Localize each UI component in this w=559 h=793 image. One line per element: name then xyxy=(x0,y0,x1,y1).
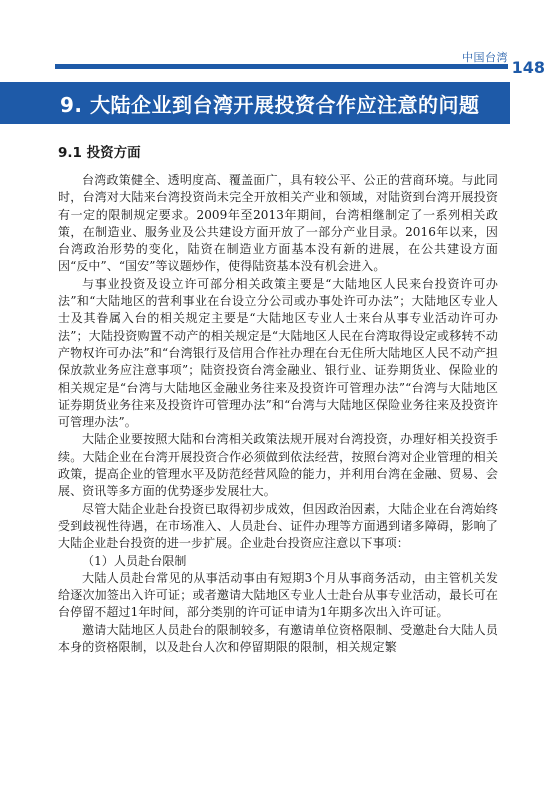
header-rule xyxy=(55,64,508,69)
paragraph: 台湾政策健全、透明度高、覆盖面广，具有较公平、公正的营商环境。与此同时，台湾对大陆来台湾投资尚未完全开放相关产业和领域，对陆资到台湾开展投资有一定的限制规定要求。2009年至2013年期间，台湾相继制定了一系列相关政策，在制造业、服务业及公共建设方面开放了一部分产业目录。2016年以来，因台湾政治形势的变化，陆资在制造业方面基本没有新的进展，在公共建设方面因“反中”、“国安”等议题炒作，使得陆资基本没有机会进入。 xyxy=(58,173,498,274)
body-text xyxy=(58,172,498,656)
chapter-title: 9. 大陆企业到台湾开展投资合作应注意的问题 xyxy=(60,92,480,117)
paragraph: 尽管大陆企业赴台投资已取得初步成效，但因政治因素，大陆企业在台湾始终受到歧视性待遇，在市场准入、人员赴台、证件办理等方面遇到诸多障碍，影响了大陆企业赴台投资的进一步扩展。企业赴台投资应注意以下事项： xyxy=(58,501,498,551)
paragraph: 与事业投资及设立许可部分相关政策主要是“大陆地区人民来台投资许可办法”和“大陆地区的营利事业在台设立分公司或办事处许可办法”；大陆地区专业人士及其眷属入台的相关规定主要是“大陆地区专业人士来台从事专业活动许可办法”；大陆投资购置不动产的相关规定是“大陆地区人民在台湾取得设定或移转不动产物权许可办法”和“台湾银行及信用合作社办理在台无住所大陆地区人民不动产担保放款业务应注意事项”；陆资投资台湾金融业、银行业、证券期货业、保险业的相关规定是“台湾与大陆地区金融业务往来及投资许可管理办法”“台湾与大陆地区证券期货业务往来及投资许可管理办法”和“台湾与大陆地区保险业务往来及投资许可管理办法”。 xyxy=(58,276,498,430)
page-number: 148 xyxy=(511,58,545,77)
paragraph: 邀请大陆地区人员赴台的限制较多，有邀请单位资格限制、受邀赴台大陆人员本身的资格限制，以及赴台人次和停留期限的限制，相关规定繁 xyxy=(58,622,498,655)
section-heading: 9.1 投资方面 xyxy=(58,145,141,161)
chapter-banner xyxy=(0,82,510,124)
paragraph: 大陆人员赴台常见的从事活动事由有短期3个月从事商务活动，由主管机关发给逐次加签出入许可证；或者邀请大陆地区专业人士赴台从事专业活动，最长可在台停留不超过1年时间，部分类别的许可证申请为1年期多次出入许可证。 xyxy=(58,570,498,620)
subheading: （1）人员赴台限制 xyxy=(82,553,187,568)
paragraph: 大陆企业要按照大陆和台湾相关政策法规开展对台湾投资，办理好相关投资手续。大陆企业在台湾开展投资合作必须做到依法经营，按照台湾对企业管理的相关政策，提高企业的管理水平及防范经营风险的能力，并利用台湾在金融、贸易、会展、资讯等多方面的优势逐步发展壮大。 xyxy=(58,432,498,499)
running-header-title: 中国台湾 xyxy=(462,51,508,64)
